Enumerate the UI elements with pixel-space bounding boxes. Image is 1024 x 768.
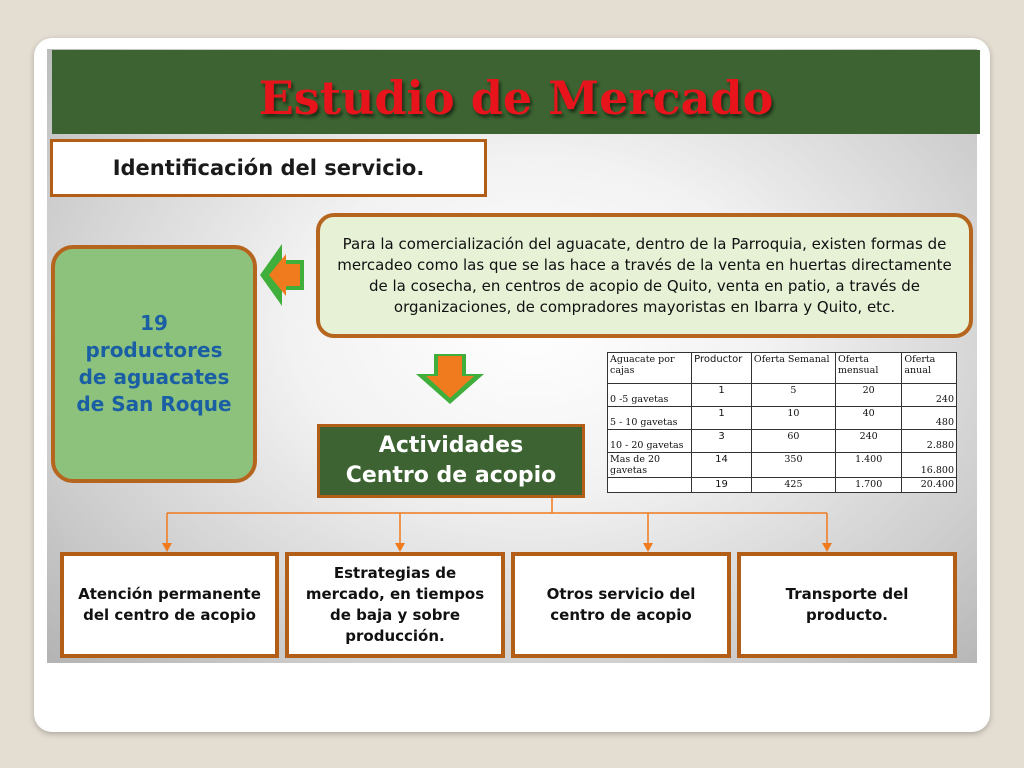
activities-line1: Actividades <box>378 433 524 458</box>
table-cell: Mas de 20 gavetas <box>608 453 692 478</box>
table-row <box>608 407 957 430</box>
table-cell: 1.400 <box>835 453 901 478</box>
table-cell <box>608 478 692 493</box>
offer-table <box>607 352 957 493</box>
table-header-row <box>608 353 957 384</box>
table-row <box>608 453 957 478</box>
table-cell: 1 <box>692 407 752 430</box>
table-cell: 20 <box>835 384 901 407</box>
table-cell: 10 - 20 gavetas <box>608 430 692 453</box>
table-cell: 3 <box>692 430 752 453</box>
table-cell: 20.400 <box>902 478 957 493</box>
table-cell: 1 <box>692 384 752 407</box>
service-box-strategies: Estrategias de mercado, en tiempos de baja y sobre producción. <box>285 552 505 658</box>
table-cell: 10 <box>751 407 835 430</box>
table-cell: 5 <box>751 384 835 407</box>
table-cell: 240 <box>902 384 957 407</box>
table-header: Productor <box>692 353 752 384</box>
table-cell: 0 -5 gavetas <box>608 384 692 407</box>
table-cell: 60 <box>751 430 835 453</box>
table-cell: 19 <box>692 478 752 493</box>
table-cell: 40 <box>835 407 901 430</box>
table-cell: 425 <box>751 478 835 493</box>
table-header: Oferta mensual <box>835 353 901 384</box>
service-box-other: Otros servicio del centro de acopio <box>511 552 731 658</box>
table-cell: 350 <box>751 453 835 478</box>
table-cell: 2.880 <box>902 430 957 453</box>
table-cell: 1.700 <box>835 478 901 493</box>
table-cell: 5 - 10 gavetas <box>608 407 692 430</box>
subtitle-box: Identificación del servicio. <box>50 139 487 197</box>
table-row <box>608 384 957 407</box>
table-cell: 480 <box>902 407 957 430</box>
table-header: Aguacate por cajas <box>608 353 692 384</box>
producers-box: 19 productores de aguacates de San Roque <box>51 245 257 483</box>
table-header: Oferta anual <box>902 353 957 384</box>
activities-line2: Centro de acopio <box>345 463 557 488</box>
page-title: Estudio de Mercado <box>258 71 774 125</box>
table-cell: 14 <box>692 453 752 478</box>
service-box-transport: Transporte del producto. <box>737 552 957 658</box>
table-header: Oferta Semanal <box>751 353 835 384</box>
service-box-attention: Atención permanente del centro de acopio <box>60 552 279 658</box>
description-box: Para la comercialización del aguacate, dentro de la Parroquia, existen formas de mercadeo como las que se las hace a través de la venta en huertas directamente de la cosecha, en centros de acopio de Quito, venta en patio, a través de organizaciones, de compradores mayoristas en Ibarra y Quito, etc. <box>316 213 973 338</box>
table-cell: 240 <box>835 430 901 453</box>
table-row <box>608 430 957 453</box>
table-cell: 16.800 <box>902 453 957 478</box>
table-row <box>608 478 957 493</box>
